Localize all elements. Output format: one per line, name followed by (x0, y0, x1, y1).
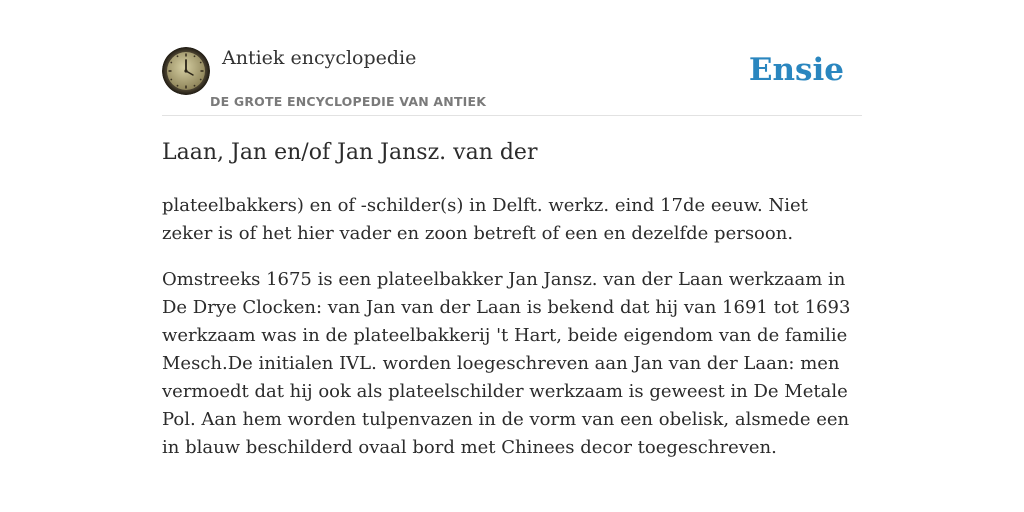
site-header (162, 44, 862, 116)
article-paragraph: plateelbakkers) en of -schilder(s) in Delft. werkz. eind 17de eeuw. Niet zeker is of het hier vader en zoon betreft of een en dezelfde persoon. (162, 195, 808, 244)
article-paragraph: Omstreeks 1675 is een plateelbakker Jan Jansz. van der Laan werkzaam in De Drye Clocken: van Jan van der Laan is bekend dat hij van 1691 tot 1693 werkzaam was in de plateelbakkerij 't Hart, beide eigendom van de familie Mesch.De initialen IVL. worden loegeschreven aan Jan van der Laan: men vermoedt dat hij ook als plateelschilder werkzaam is geweest in De Metale Pol. Aan hem worden tulpenvazen in de vorm van een obelisk, alsmede een in blauw beschilderd ovaal bord met Chinees decor toegeschreven. (162, 269, 851, 458)
site-title[interactable]: Antiek encyclopedie (222, 47, 417, 69)
brand-logo-link[interactable]: Ensie (748, 52, 844, 88)
site-subtitle: DE GROTE ENCYCLOPEDIE VAN ANTIEK (210, 94, 487, 109)
header-divider (162, 115, 862, 116)
page (162, 0, 862, 512)
clock-icon[interactable] (162, 47, 210, 95)
article-title: Laan, Jan en/of Jan Jansz. van der (162, 140, 538, 165)
article-body (162, 192, 862, 480)
